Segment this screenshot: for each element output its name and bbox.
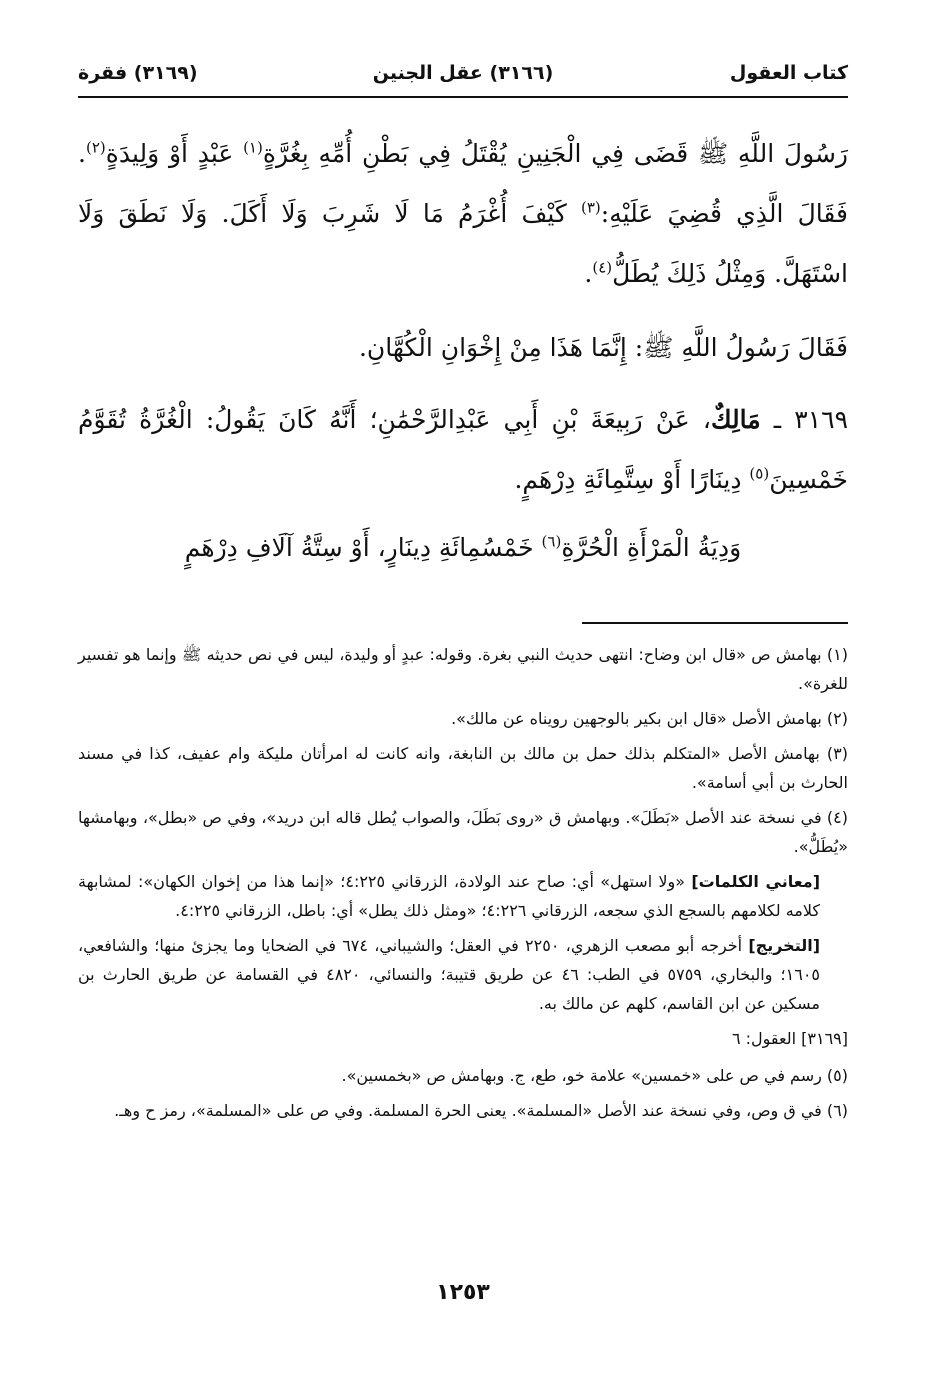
paragraph-4 bbox=[78, 518, 848, 578]
footnote-ref-6[interactable]: (٦) bbox=[541, 532, 562, 551]
takhrij-heading: [التخريج] bbox=[748, 936, 821, 955]
running-header bbox=[78, 58, 848, 94]
footnote-ref-1[interactable]: (١) bbox=[243, 138, 263, 157]
p1-text-a: رَسُولَ اللَّهِ ﷺ قَضَى فِي الْجَنِينِ يُقْتَلُ فِي بَطْنِ أُمِّهِ بِغُرَّةٍ bbox=[262, 139, 848, 168]
takhrij-text: أخرجه أبو مصعب الزهري، ٢٢٥٠ في العقل؛ والشيباني، ٦٧٤ في الضحايا وما يجزئ منها؛ والشافعي، ١٦٠٥؛ والبخاري، ٥٧٥٩ في الطب: ٤٦ عن طريق قتيبة؛ والنسائي، ٤٨٢٠ في القسامة عن طريق الحارث بن مسكين عن ابن القاسم، كلهم عن مالك به. bbox=[78, 936, 820, 1013]
footnote-6: (٦) في ق وص، وفي نسخة عند الأصل «المسلمة». يعنى الحرة المسلمة. وفي ص على «المسلمة»، رمز ح وهـ. bbox=[114, 1101, 848, 1120]
p1-text-e: . bbox=[584, 259, 593, 288]
header-section-title: (٣١٦٦) عقل الجنين bbox=[372, 62, 554, 84]
p4-text-a: وَدِيَةُ الْمَرْأَةِ الْحُرَّةِ bbox=[561, 533, 742, 562]
p4-text-b: خَمْسُمِائَةِ دِينَارٍ، أَوْ سِتَّةُ آلَافِ دِرْهَمٍ bbox=[184, 533, 542, 562]
narrator-name: مَالِكٌ bbox=[710, 405, 761, 434]
paragraph-2: فَقَالَ رَسُولُ اللَّهِ ﷺ: إِنَّمَا هَذَا مِنْ إِخْوَانِ الْكُهَّانِ. bbox=[358, 333, 848, 362]
main-text bbox=[78, 124, 848, 578]
page-number: ١٢٥٣ bbox=[436, 1280, 490, 1305]
p1-text-c: . فَقَالَ الَّذِي قُضِيَ عَلَيْهِ: bbox=[78, 139, 848, 228]
p1-text-d: كَيْفَ أُغْرَمُ مَا لَا شَرِبَ وَلَا أَكَلَ. وَلَا نَطَقَ وَلَا اسْتَهَلَّ. وَمِثْلُ ذَلِكَ يُطَلُّ bbox=[78, 199, 848, 288]
paragraph-3 bbox=[78, 390, 848, 510]
p3-text-a: ، عَنْ رَبِيعَةَ بْنِ أَبِي عَبْدِالرَّحْمَٰنِ؛ أَنَّهُ كَانَ يَقُولُ: الْغُرَّةُ تُقَوَّمُ خَمْسِينَ bbox=[78, 405, 848, 494]
paragraph-1 bbox=[78, 124, 848, 304]
hadith-number: ٣١٦٩ ـ bbox=[760, 405, 849, 434]
takhrij bbox=[78, 931, 848, 1018]
word-meanings-heading: [معاني الكلمات] bbox=[691, 872, 821, 891]
footnote-4: (٤) في نسخة عند الأصل «بَطَلَ». وبهامش ق «روى بَطَلَ، والصواب يُطل قاله ابن دريد»، وفي ص «بطل»، وبهامشها «يُطَلُّ». bbox=[78, 808, 848, 856]
footnote-ref-4[interactable]: (٤) bbox=[592, 258, 613, 277]
footnote-ref-3[interactable]: (٣) bbox=[581, 198, 601, 217]
footnote-ref-5[interactable]: (٥) bbox=[749, 464, 770, 483]
footnote-1: (١) بهامش ص «قال ابن وضاح: انتهى حديث النبي بغرة. وقوله: عبدٍ أو وليدة، ليس في نص حديثه ﷺ وإنما هو تفسير للغرة». bbox=[78, 645, 848, 693]
header-book-title: كتاب العقول bbox=[729, 62, 848, 84]
footnote-5: (٥) رسم في ص على «خمسين» علامة خو، طع، ج. وبهامش ص «بخمسين». bbox=[341, 1066, 848, 1085]
footnote-3: (٣) بهامش الأصل «المتكلم بذلك حمل بن مالك بن النابغة، وانه كانت له امرأتان مليكة وام عفيف، كذا في مسند الحارث بن أبي أسامة». bbox=[78, 744, 848, 792]
footnote-ref-2[interactable]: (٢) bbox=[85, 138, 106, 157]
footnote-divider bbox=[582, 622, 848, 624]
word-meanings-text: «ولا استهل» أي: صاح عند الولادة، الزرقاني ٤:٢٢٥؛ «إنما هذا من إخوان الكهان»: لمشابهة كلامه لكلامهم بالسجع الذي سجعه، الزرقاني ٤:٢٢٦؛ «ومثل ذلك يطل» أي: باطل، الزرقاني ٤:٢٢٥. bbox=[78, 872, 820, 920]
footnote-2: (٢) بهامش الأصل «قال ابن بكير بالوجهين رويناه عن مالك». bbox=[451, 709, 848, 728]
cross-reference: [٣١٦٩] العقول: ٦ bbox=[731, 1029, 848, 1048]
p3-text-b: دِينَارًا أَوْ سِتَّمِائَةِ دِرْهَمٍ. bbox=[514, 465, 750, 494]
header-divider bbox=[78, 96, 848, 98]
document-page bbox=[78, 52, 848, 1352]
footnotes bbox=[78, 640, 848, 1131]
p1-text-b: عَبْدٍ أَوْ وَلِيدَةٍ bbox=[105, 139, 244, 168]
header-paragraph-ref: (٣١٦٩) فقرة bbox=[78, 62, 198, 84]
word-meanings bbox=[78, 867, 848, 925]
